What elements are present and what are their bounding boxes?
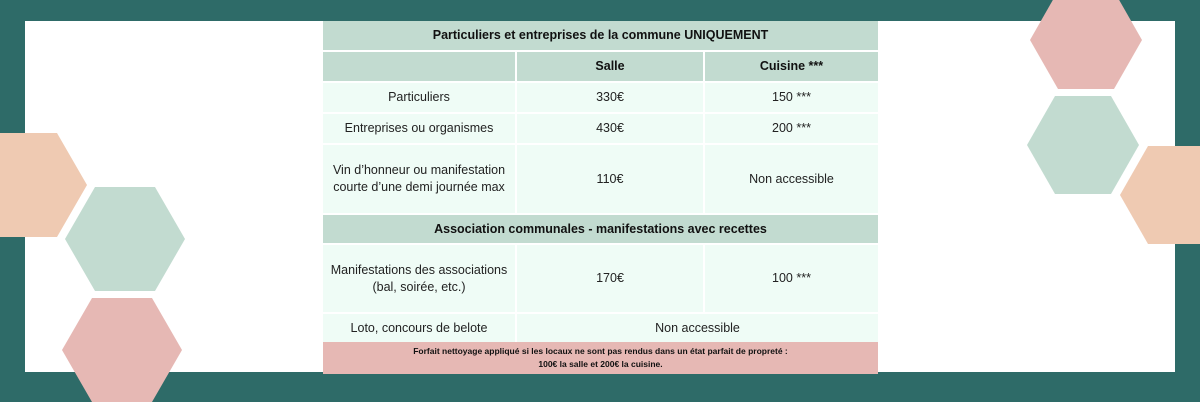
row-cuisine: 200 *** [705, 114, 878, 143]
table-title: Particuliers et entreprises de la commune UNIQUEMENT [323, 21, 878, 50]
row-label [323, 145, 515, 213]
column-header-salle: Salle [517, 52, 703, 81]
row-cuisine: 100 *** [705, 245, 878, 312]
row-label-line1: Vin d’honneur ou manifestation [332, 163, 506, 177]
row-salle: 430€ [517, 114, 703, 143]
row-label-line2: courte d’une demi journée max [333, 180, 505, 194]
row-label: Loto, concours de belote [323, 314, 515, 342]
row-salle: 110€ [517, 145, 703, 213]
row-label: Particuliers [323, 83, 515, 112]
row-salle: 170€ [517, 245, 703, 312]
cleaning-fee-note [323, 342, 878, 374]
row-salle: 330€ [517, 83, 703, 112]
row-merged: Non accessible [517, 314, 878, 342]
row-cuisine: Non accessible [705, 145, 878, 213]
row-label [323, 245, 515, 312]
row-cuisine: 150 *** [705, 83, 878, 112]
section-title: Association communales - manifestations avec recettes [323, 215, 878, 243]
column-header-cuisine: Cuisine *** [705, 52, 878, 81]
row-label: Entreprises ou organismes [323, 114, 515, 143]
row-label-line1: Manifestations des associations [330, 262, 508, 277]
footer-line2: 100€ la salle et 200€ la cuisine. [538, 359, 663, 369]
footer-line1: Forfait nettoyage appliqué si les locaux ne sont pas rendus dans un état parfait de propreté : [413, 346, 788, 356]
row-label-line2: (bal, soirée, etc.) [372, 279, 466, 294]
column-header-empty [323, 52, 515, 81]
